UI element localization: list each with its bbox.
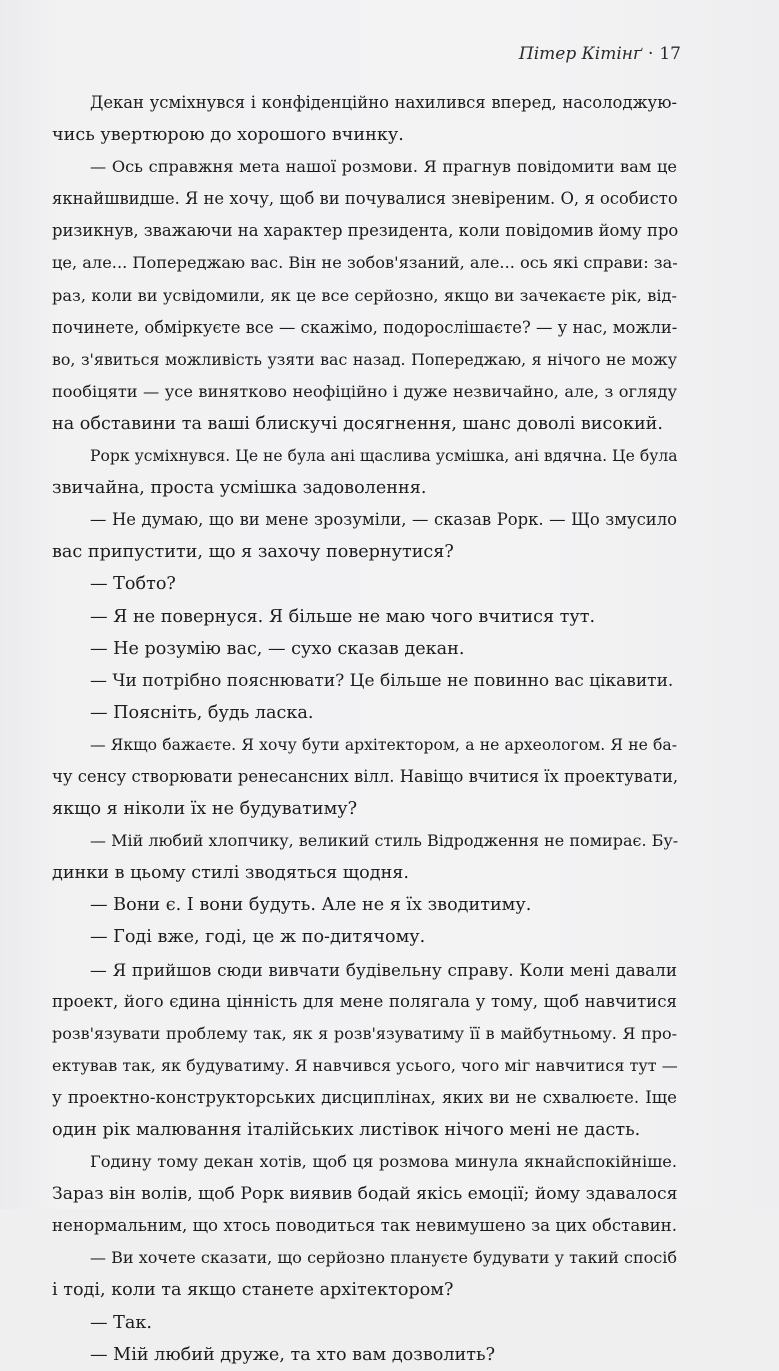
text-line: один рік малювання італійських листівок нічого мені не дасть. [52,1120,641,1140]
text-line: — Мій любий друже, та хто вам дозволить? [90,1344,495,1365]
text-line: на обставини та ваші блискучі досягнення, шанс доволі високий. [52,413,664,434]
running-head [519,44,681,64]
text-line: проект, його єдина цінність для мене полягала у тому, щоб навчитися [52,991,677,1011]
text-line: — Я прийшов сюди вивчати будівельну справу. Коли мені давали [90,959,677,980]
text-line: — Так. [90,1312,152,1333]
text-line: — Вони є. І вони будуть. Але не я їх зводитиму. [90,895,532,916]
text-line: ризикнув, зважаючи на характер президента, коли повідомив йому про [52,221,679,241]
text-line: — Тобто? [90,574,176,595]
text-line: — Не думаю, що ви мене зрозуміли, — сказав Рорк. — Що змусило [90,510,677,530]
text-line: чись увертюрою до хорошого вчинку. [52,125,404,146]
text-line: — Не розумію вас, — сухо сказав декан. [90,638,465,659]
text-line: це, але... Попереджаю вас. Він не зобов'язаний, але... ось які справи: за- [52,253,678,273]
text-line: у проектно-конструкторських дисциплінах, яких ви не схвалюєте. Іще [52,1087,677,1107]
text-line: починете, обміркуєте все — скажімо, подорослішаєте? — у нас, можли- [52,317,678,337]
text-line: звичайна, проста усмішка задоволення. [52,478,427,499]
text-line: Годину тому декан хотів, щоб ця розмова минула якнайспокійніше. [90,1152,677,1172]
text-line: — Ось справжня мета нашої розмови. Я прагнув повідомити вам це [90,157,677,177]
text-line: ненормальним, що хтось поводиться так невимушено за цих обставин. [52,1216,677,1236]
text-line: ектував так, як будуватиму. Я навчився усього, чого міг навчитися тут — [52,1055,678,1075]
text-line: чу сенсу створювати ренесансних вілл. Навіщо вчитися їх проектувати, [52,766,679,786]
text-line: — Мій любий хлопчику, великий стиль Відродження не помирає. Бу- [90,831,679,851]
text-line: Зараз він волів, щоб Рорк виявив бодай якісь емоції; йому здавалося [52,1184,678,1205]
running-head-separator: · [647,44,654,64]
text-line: — Якщо бажаєте. Я хочу бути архітектором, а не археологом. Я не ба- [90,735,677,754]
text-line: Декан усміхнувся і конфіденційно нахилився вперед, насолоджую- [90,93,677,112]
body-text [52,87,677,1371]
page-number: 17 [659,44,681,64]
text-line: розв'язувати проблему так, як я розв'язуватиму її в майбутньому. Я про- [52,1023,677,1043]
text-line: раз, коли ви усвідомили, як це все серйозно, якщо ви зачекаєте рік, від- [52,285,677,305]
text-line: динки в цьому стилі зводяться щодня. [52,863,410,884]
text-line: — Чи потрібно пояснювати? Це більше не повинно вас цікавити. [90,670,674,691]
text-line: — Ви хочете сказати, що серйозно плануєте будувати у такий спосіб [90,1248,677,1268]
text-line: вас припустити, що я захочу повернутися? [52,542,454,563]
text-line: — Годі вже, годі, це ж по-дитячому. [90,927,426,948]
text-line: пообіцяти — усе винятково неофіційно і дуже незвичайно, але, з огляду [52,381,677,401]
text-line: — Поясніть, будь ласка. [90,702,314,723]
text-line: во, з'явиться можливість узяти вас назад. Попереджаю, я нічого не можу [52,349,677,369]
text-line: і тоді, коли та якщо станете архітектором? [52,1280,454,1301]
text-line: — Я не повернуся. Я більше не маю чого вчитися тут. [90,606,596,627]
text-line: Рорк усміхнувся. Це не була ані щаслива усмішка, ані вдячна. Це була [90,447,678,466]
text-line: якнайшвидше. Я не хочу, щоб ви почувалися зневіреним. О, я особисто [52,189,678,209]
running-head-title: Пітер Кітінґ [518,44,642,64]
text-line: якщо я ніколи їх не будуватиму? [52,799,358,820]
